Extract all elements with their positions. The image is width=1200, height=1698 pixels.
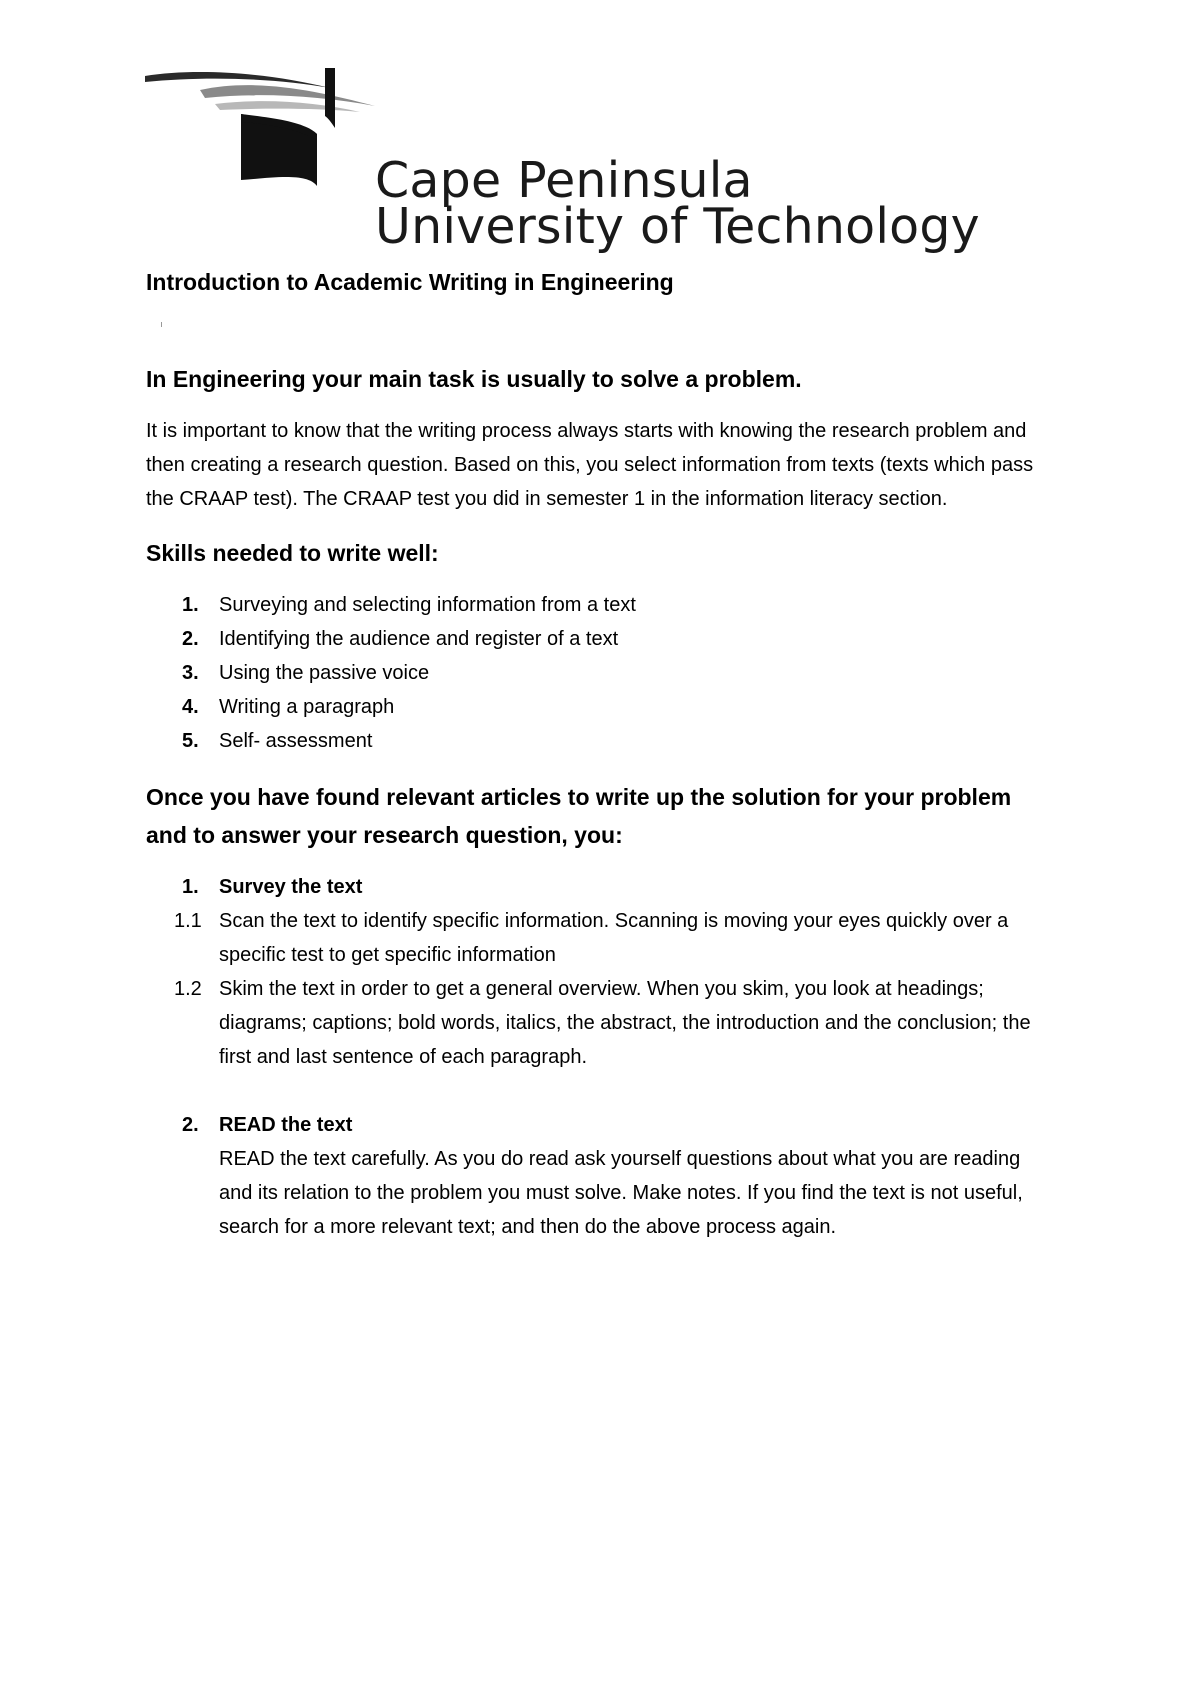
process-heading: Once you have found relevant articles to write up the solution for your problem and to answer your research question, you: xyxy=(146,784,1012,848)
skills-heading: Skills needed to write well: xyxy=(146,540,439,566)
skills-list xyxy=(146,588,1056,758)
sub-item xyxy=(146,972,1056,1074)
steps-list xyxy=(146,870,1056,1244)
sub-item-text: Skim the text in order to get a general overview. When you skim, you look at headings; diagrams; captions; bold words, italics, the abstract, the introduction and the conclusion; the first and last sentence of each paragraph. xyxy=(219,978,1031,1068)
list-number: 2. xyxy=(182,628,199,650)
step-body: READ the text carefully. As you do read ask yourself questions about what you are reading and its relation to the problem you must solve. Make notes. If you find the text is not useful, search for a more relevant text; and then do the above process again. xyxy=(219,1148,1023,1238)
list-item xyxy=(146,622,1056,656)
document-body xyxy=(146,266,1056,1244)
step-heading xyxy=(146,870,1056,904)
list-number: 3. xyxy=(182,662,199,684)
logo-text-line-2: University of Technology xyxy=(375,198,980,255)
list-number: 4. xyxy=(182,696,199,718)
intro-paragraph: It is important to know that the writing process always starts with knowing the research problem and then creating a research question. Based on this, you select information from texts (texts which pass the CRAAP test). The CRAAP test you did in semester 1 in the information literacy section. xyxy=(146,420,1034,510)
list-item-text: Using the passive voice xyxy=(219,662,430,684)
list-item xyxy=(146,690,1056,724)
list-item-text: Identifying the audience and register of a text xyxy=(219,628,619,650)
list-number: 1. xyxy=(182,594,199,616)
sub-item-number: 1.2 xyxy=(174,978,202,1000)
logo-swoosh-icon xyxy=(145,68,385,188)
document-title: Introduction to Academic Writing in Engineering xyxy=(146,269,674,295)
list-item-text: Surveying and selecting information from a text xyxy=(219,594,636,616)
list-item xyxy=(146,588,1056,622)
sub-item-number: 1.1 xyxy=(174,910,202,932)
step-title: Survey the text xyxy=(219,876,363,898)
step-title: READ the text xyxy=(219,1114,353,1136)
list-item xyxy=(146,724,1056,758)
step-number: 2. xyxy=(182,1114,199,1136)
list-item xyxy=(146,656,1056,690)
step-heading xyxy=(146,1108,1056,1142)
sub-item xyxy=(146,904,1056,972)
spacer xyxy=(146,1074,1056,1108)
list-item-text: Writing a paragraph xyxy=(219,696,395,718)
list-item-text: Self- assessment xyxy=(219,730,373,752)
sub-item-text: Scan the text to identify specific information. Scanning is moving your eyes quickly over a specific test to get specific information xyxy=(219,910,1009,966)
lead-heading: In Engineering your main task is usually to solve a problem. xyxy=(146,366,802,392)
spacer xyxy=(146,298,1056,362)
step-number: 1. xyxy=(182,876,199,898)
logo-text-line-1: Cape Peninsula xyxy=(375,152,753,209)
university-logo xyxy=(145,68,1045,255)
list-number: 5. xyxy=(182,730,199,752)
